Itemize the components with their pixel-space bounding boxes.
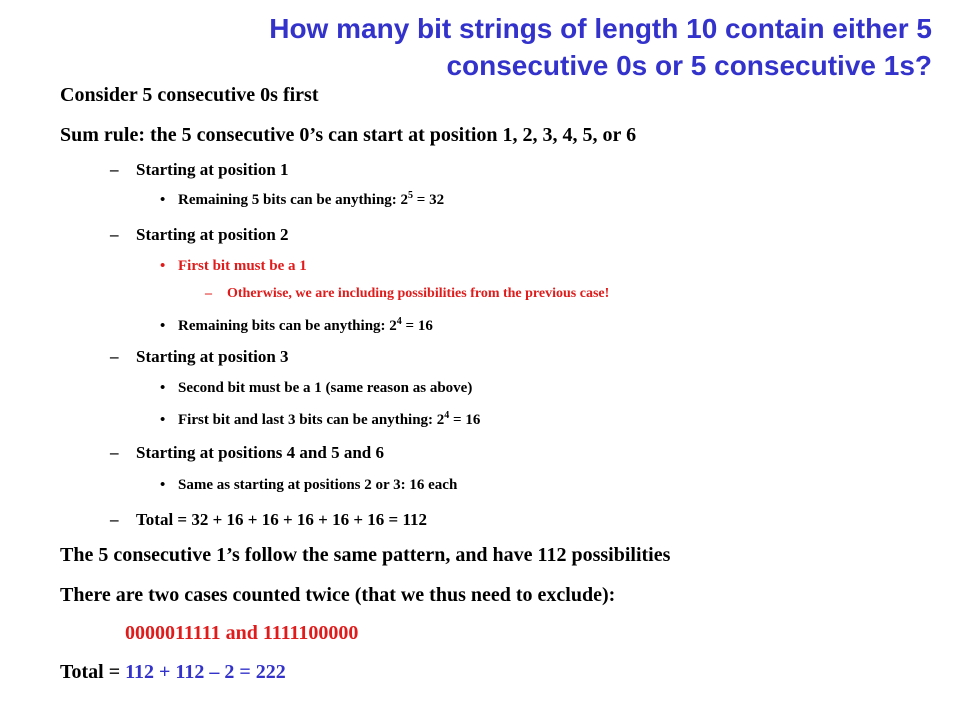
pos2-otherwise-text: Otherwise, we are including possibilities from the previous case!	[227, 286, 610, 301]
pos2-remaining-item	[160, 318, 433, 335]
pos2-remaining-text: Remaining bits can be anything: 2	[178, 318, 397, 334]
pos3-remaining-result: = 16	[449, 412, 481, 428]
pos1-remaining-result: = 32	[413, 192, 445, 208]
pos3-remaining-exponent: 4	[444, 410, 450, 421]
bullet-marker: •	[160, 192, 166, 208]
dash-marker: –	[110, 225, 119, 244]
dash-marker: –	[205, 286, 212, 301]
dash-marker: –	[110, 347, 119, 366]
pos2-remaining-exponent: 4	[396, 316, 402, 327]
pos3-second-bit-item	[160, 380, 472, 397]
title-line-2: consecutive 0s or 5 consecutive 1s?	[446, 50, 932, 81]
pos2-remaining-result: = 16	[401, 318, 433, 334]
subtotal-item	[110, 510, 427, 530]
bullet-marker: •	[160, 258, 166, 274]
title-line-1: How many bit strings of length 10 contain either 5	[269, 13, 932, 44]
pos2-first-bit-item	[160, 258, 307, 275]
pos456-same-item	[160, 477, 457, 494]
grand-total-value: 112 + 112 – 2 = 222	[125, 661, 286, 683]
grand-total-line	[60, 661, 286, 684]
dash-marker: –	[110, 443, 119, 462]
pos456-same-text: Same as starting at positions 2 or 3: 16 each	[178, 477, 458, 493]
sum-rule-line: Sum rule: the 5 consecutive 0’s can start at position 1, 2, 3, 4, 5, or 6	[60, 124, 637, 146]
consider-line: Consider 5 consecutive 0s first	[60, 84, 319, 106]
pos3-remaining-item	[160, 412, 480, 429]
subtotal-text: Total = 32 + 16 + 16 + 16 + 16 + 16 = 112	[136, 510, 428, 529]
grand-total-label: Total =	[60, 661, 126, 683]
pos3-second-bit-text: Second bit must be a 1 (same reason as above)	[178, 380, 473, 396]
bullet-marker: •	[160, 380, 166, 396]
pos456-text: Starting at positions 4 and 5 and 6	[136, 443, 384, 462]
bullet-marker: •	[160, 477, 166, 493]
pos1-remaining-exponent: 5	[408, 190, 414, 201]
dash-marker: –	[110, 510, 119, 529]
pos3-remaining-text: First bit and last 3 bits can be anything: 2	[178, 412, 445, 428]
counted-twice-line: There are two cases counted twice (that we thus need to exclude):	[60, 584, 616, 606]
slide-title	[172, 10, 932, 84]
pos1-text: Starting at position 1	[136, 160, 289, 179]
pos2-otherwise-item	[205, 286, 609, 302]
bullet-marker: •	[160, 412, 166, 428]
pos456-item	[110, 443, 384, 463]
ones-pattern-line: The 5 consecutive 1’s follow the same pattern, and have 112 possibilities	[60, 544, 671, 566]
dash-marker: –	[110, 160, 119, 179]
pos2-first-bit-text: First bit must be a 1	[178, 258, 307, 274]
pos1-item	[110, 160, 289, 180]
pos1-remaining-item	[160, 192, 444, 209]
bullet-marker: •	[160, 318, 166, 334]
pos2-item	[110, 225, 289, 245]
pos1-remaining-text: Remaining 5 bits can be anything: 2	[178, 192, 409, 208]
duplicate-cases-line: 0000011111 and 1111100000	[125, 622, 359, 644]
pos3-item	[110, 347, 289, 367]
pos2-text: Starting at position 2	[136, 225, 289, 244]
pos3-text: Starting at position 3	[136, 347, 289, 366]
